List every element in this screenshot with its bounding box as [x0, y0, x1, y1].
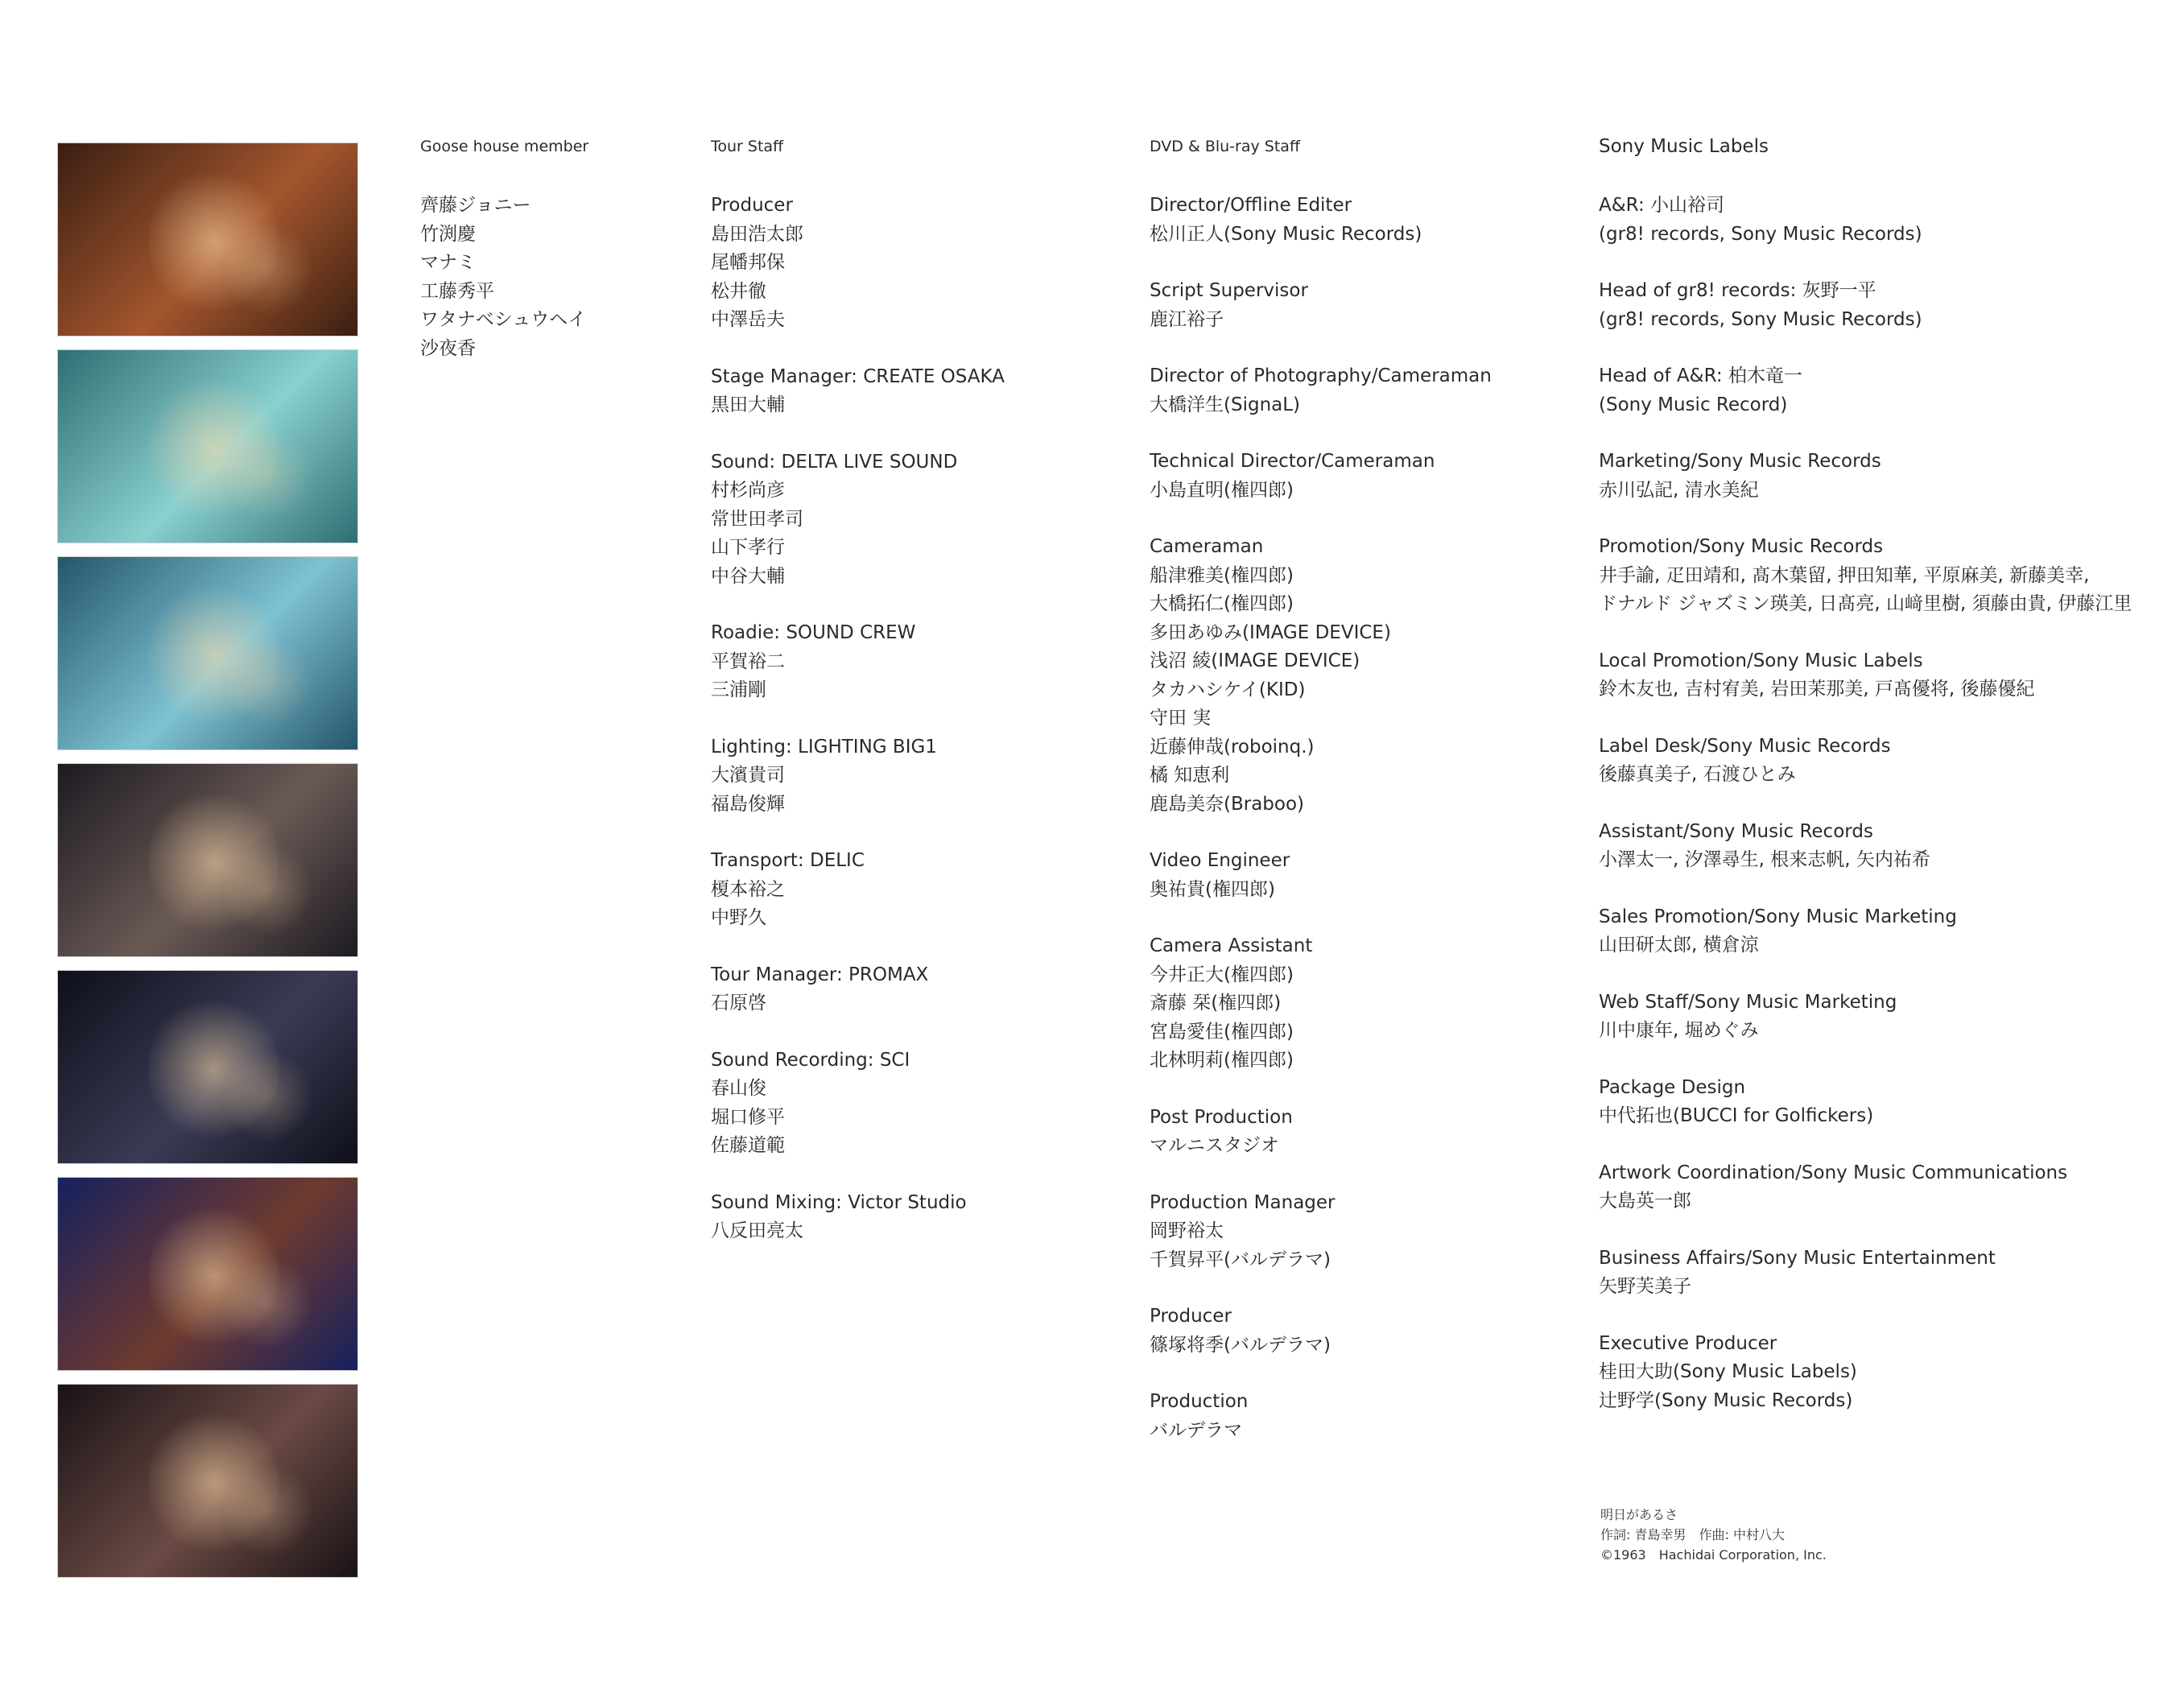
- credit-name: 千賀昇平(バルデラマ): [1150, 1249, 1331, 1270]
- credit-name: 松井徹: [711, 280, 766, 302]
- credit-role: Video Engineer: [1150, 850, 1290, 871]
- song-credit-footer: [1600, 1505, 1827, 1565]
- credit-block: [1150, 1189, 1492, 1275]
- credit-name: 齊藤ジョニー: [420, 195, 531, 216]
- credit-name: 中野久: [711, 907, 766, 928]
- credit-name: 佐藤道範: [711, 1135, 785, 1156]
- credit-name: 後藤真美子, 石渡ひとみ: [1599, 764, 1796, 785]
- sony-music-labels-heading: Sony Music Labels: [1599, 136, 1769, 157]
- credit-block: [1599, 989, 2132, 1046]
- credit-role: Marketing/Sony Music Records: [1599, 451, 1881, 472]
- credit-name: 山田研太郎, 横倉涼: [1599, 935, 1759, 956]
- credit-name: 奥祐貴(権四郎): [1150, 878, 1275, 900]
- credit-name: 石原啓: [711, 993, 766, 1014]
- credit-block: [1599, 1245, 2132, 1302]
- credit-role: Web Staff/Sony Music Marketing: [1599, 991, 1897, 1013]
- credit-role: Director of Photography/Cameraman: [1150, 365, 1492, 386]
- credit-name: 山下孝行: [711, 537, 785, 558]
- credit-role: Executive Producer: [1599, 1332, 1777, 1354]
- credit-name: 榎本裕之: [711, 878, 785, 900]
- credit-name: 平賀裕二: [711, 650, 785, 672]
- credit-block: [1150, 448, 1492, 505]
- credit-name: 辻野学(Sony Music Records): [1599, 1389, 1853, 1411]
- credit-name: 竹渕慶: [420, 223, 476, 245]
- tour-staff-list: [711, 192, 1005, 1246]
- credit-block: [1599, 1159, 2132, 1216]
- credit-name: (gr8! records, Sony Music Records): [1599, 223, 1922, 245]
- credit-name: 小澤太一, 汐澤尋生, 根来志帆, 矢内祐希: [1599, 849, 1930, 870]
- credit-name: 島田浩太郎: [711, 223, 803, 245]
- credit-name: 鈴木友也, 吉村宥美, 岩田茉那美, 戸髙優将, 後藤優紀: [1599, 679, 2035, 700]
- credit-block: [1599, 533, 2132, 619]
- credit-block: [711, 961, 1005, 1018]
- credit-name: 鹿江裕子: [1150, 308, 1224, 330]
- credit-name: 大濱貴司: [711, 765, 785, 786]
- credit-role: Producer: [711, 195, 793, 216]
- credit-name: 三浦剛: [711, 679, 766, 700]
- credit-name: 井手諭, 疋田靖和, 髙木葉留, 押田知華, 平原麻美, 新藤美幸,: [1599, 564, 2090, 586]
- credit-block: [1599, 903, 2132, 960]
- credit-name: 中谷大輔: [711, 565, 785, 587]
- sony-music-labels-column: [1599, 135, 2132, 1443]
- credit-name: 大島英一郎: [1599, 1191, 1691, 1212]
- credit-name: 桂田大助(Sony Music Labels): [1599, 1361, 1857, 1382]
- credit-name: マルニスタジオ: [1150, 1135, 1279, 1156]
- credit-role: Stage Manager: CREATE OSAKA: [711, 365, 1005, 387]
- sony-music-labels-list: [1599, 192, 2132, 1415]
- credit-block: [1150, 192, 1492, 249]
- credit-name: 中代拓也(BUCCI for Golfickers): [1599, 1105, 1874, 1126]
- tour-staff-column: [711, 135, 1005, 1274]
- credit-name: タカハシケイ(KID): [1150, 679, 1306, 700]
- credit-name: 矢野芙美子: [1599, 1276, 1691, 1297]
- credit-name: 中澤岳夫: [711, 309, 785, 330]
- credit-name: 船津雅美(権四郎): [1150, 564, 1294, 586]
- credit-role: Local Promotion/Sony Music Labels: [1599, 650, 1923, 671]
- credit-name: 守田 実: [1150, 708, 1212, 729]
- credit-name: 春山俊: [711, 1078, 766, 1099]
- credit-role: Head of A&R: 柏木竜一: [1599, 365, 1802, 386]
- credit-block: [1599, 647, 2132, 704]
- song-title: 明日があるさ: [1600, 1507, 1678, 1522]
- credit-role: Lighting: LIGHTING BIG1: [711, 736, 937, 758]
- credit-name: 大橋洋生(SignaL): [1150, 394, 1301, 415]
- credit-role: Artwork Coordination/Sony Music Communications: [1599, 1162, 2068, 1183]
- credit-name: バルデラマ: [1150, 1419, 1242, 1441]
- credit-block: [1150, 1302, 1492, 1360]
- credit-name: 尾幡邦保: [711, 252, 785, 273]
- credit-block: [1599, 818, 2132, 875]
- credit-name: 浅沼 綾(IMAGE DEVICE): [1150, 650, 1360, 671]
- credit-name: 八反田亮太: [711, 1220, 803, 1241]
- guitar-singer-photo: [57, 763, 358, 957]
- credit-block: [1599, 1330, 2132, 1416]
- credit-name: 斎藤 栞(権四郎): [1150, 993, 1282, 1014]
- dvd-staff-list: [1150, 192, 1492, 1445]
- credit-name: 堀口修平: [711, 1106, 785, 1128]
- singer-woman-2-photo: [57, 1384, 358, 1578]
- credit-block: [1150, 847, 1492, 904]
- credit-name: 黒田大輔: [711, 394, 785, 415]
- credit-role: A&R: 小山裕司: [1599, 195, 1725, 216]
- credit-role: Package Design: [1599, 1076, 1746, 1098]
- credit-name: 宮島愛佳(権四郎): [1150, 1021, 1294, 1042]
- credit-name: 工藤秀平: [420, 280, 494, 302]
- credit-name: 今井正大(権四郎): [1150, 964, 1294, 985]
- goose-house-member-column: [420, 135, 588, 391]
- credit-role: Sound Mixing: Victor Studio: [711, 1191, 967, 1213]
- credit-name: (Sony Music Record): [1599, 394, 1788, 415]
- singer-woman-photo: [57, 556, 358, 750]
- credit-role: Script Supervisor: [1150, 280, 1308, 301]
- credit-role: Transport: DELIC: [711, 850, 865, 871]
- credit-block: [1599, 192, 2132, 249]
- credit-block: [1599, 362, 2132, 419]
- credit-name: 篠塚将季(バルデラマ): [1150, 1334, 1331, 1356]
- credit-name: 北林明莉(権四郎): [1150, 1050, 1294, 1071]
- credit-name: 小島直明(権四郎): [1150, 479, 1294, 501]
- group-stage-photo: [57, 142, 358, 336]
- credit-block: [711, 847, 1005, 933]
- credit-role: Roadie: SOUND CREW: [711, 622, 916, 643]
- credit-role: Production: [1150, 1391, 1249, 1412]
- credit-block: [1150, 1388, 1492, 1445]
- credit-block: [1599, 1074, 2132, 1131]
- credit-name: ワタナベシュウヘイ: [420, 309, 587, 330]
- credit-name: (gr8! records, Sony Music Records): [1599, 308, 1922, 330]
- credit-name: 川中康年, 堀めぐみ: [1599, 1020, 1759, 1041]
- credit-block: [1150, 1104, 1492, 1161]
- credit-block: [1150, 533, 1492, 819]
- singer-glasses-photo: [57, 970, 358, 1164]
- credit-name: 松川正人(Sony Music Records): [1150, 223, 1422, 245]
- credit-block: [1599, 448, 2132, 505]
- credit-role: Business Affairs/Sony Music Entertainment: [1599, 1247, 1996, 1269]
- credit-name: 鹿島美奈(Braboo): [1150, 793, 1305, 815]
- credit-role: Camera Assistant: [1150, 935, 1313, 956]
- credit-block: [711, 192, 1005, 335]
- credit-block: [711, 733, 1005, 819]
- credit-name: 常世田孝司: [711, 508, 803, 530]
- credit-role: Sound: DELTA LIVE SOUND: [711, 451, 958, 473]
- credit-block: [1599, 733, 2132, 790]
- credit-role: Production Manager: [1150, 1191, 1336, 1213]
- keyboard-singer-photo: [57, 1177, 358, 1371]
- credit-block: [1150, 932, 1492, 1075]
- goose-house-member-heading: Goose house member: [420, 138, 589, 155]
- credit-role: Post Production: [1150, 1106, 1293, 1128]
- credit-role: Head of gr8! records: 灰野一平: [1599, 280, 1876, 301]
- credit-block: [1150, 362, 1492, 419]
- credit-role: Tour Manager: PROMAX: [711, 964, 929, 985]
- credit-role: Label Desk/Sony Music Records: [1599, 735, 1891, 757]
- credit-role: Sales Promotion/Sony Music Marketing: [1599, 906, 1957, 927]
- member-list: [420, 192, 588, 363]
- credit-name: 沙夜香: [420, 337, 476, 359]
- credit-name: 近藤伸哉(roboinq.): [1150, 736, 1315, 758]
- song-writers: 作詞: 青島幸男 作曲: 中村八大: [1600, 1527, 1785, 1542]
- credit-block: [711, 1189, 1005, 1246]
- credit-block: [1150, 277, 1492, 334]
- credit-block: [711, 619, 1005, 705]
- photo-strip: [57, 142, 358, 1591]
- credit-name: ドナルド ジャズミン瑛美, 日髙亮, 山﨑里樹, 須藤由貴, 伊藤江里: [1599, 593, 2132, 614]
- credit-name: 福島俊輝: [711, 793, 785, 815]
- credit-name: 大橋拓仁(権四郎): [1150, 593, 1294, 614]
- credit-role: Sound Recording: SCI: [711, 1049, 910, 1071]
- credit-block: [420, 192, 588, 363]
- credit-block: [1599, 277, 2132, 334]
- credit-name: マナミ: [420, 252, 476, 273]
- credit-name: 岡野裕太: [1150, 1220, 1224, 1241]
- credit-block: [711, 1047, 1005, 1161]
- credit-role: Cameraman: [1150, 536, 1264, 557]
- credit-role: Producer: [1150, 1306, 1232, 1327]
- dvd-staff-heading: DVD & Blu-ray Staff: [1150, 138, 1301, 155]
- credit-name: 赤川弘記, 清水美紀: [1599, 479, 1759, 501]
- credit-block: [711, 363, 1005, 420]
- credit-name: 多田あゆみ(IMAGE DEVICE): [1150, 621, 1391, 643]
- credit-role: Technical Director/Cameraman: [1150, 451, 1435, 472]
- singer-hat-photo: [57, 349, 358, 543]
- tour-staff-heading: Tour Staff: [711, 138, 784, 155]
- dvd-staff-column: [1150, 135, 1492, 1473]
- credit-name: 橘 知恵利: [1150, 765, 1230, 786]
- copyright: ©1963 Hachidai Corporation, Inc.: [1600, 1547, 1827, 1563]
- credit-name: 村杉尚彦: [711, 480, 785, 501]
- credit-role: Assistant/Sony Music Records: [1599, 820, 1873, 842]
- credit-block: [711, 448, 1005, 592]
- credit-role: Promotion/Sony Music Records: [1599, 536, 1884, 557]
- credit-role: Director/Offline Editer: [1150, 195, 1352, 216]
